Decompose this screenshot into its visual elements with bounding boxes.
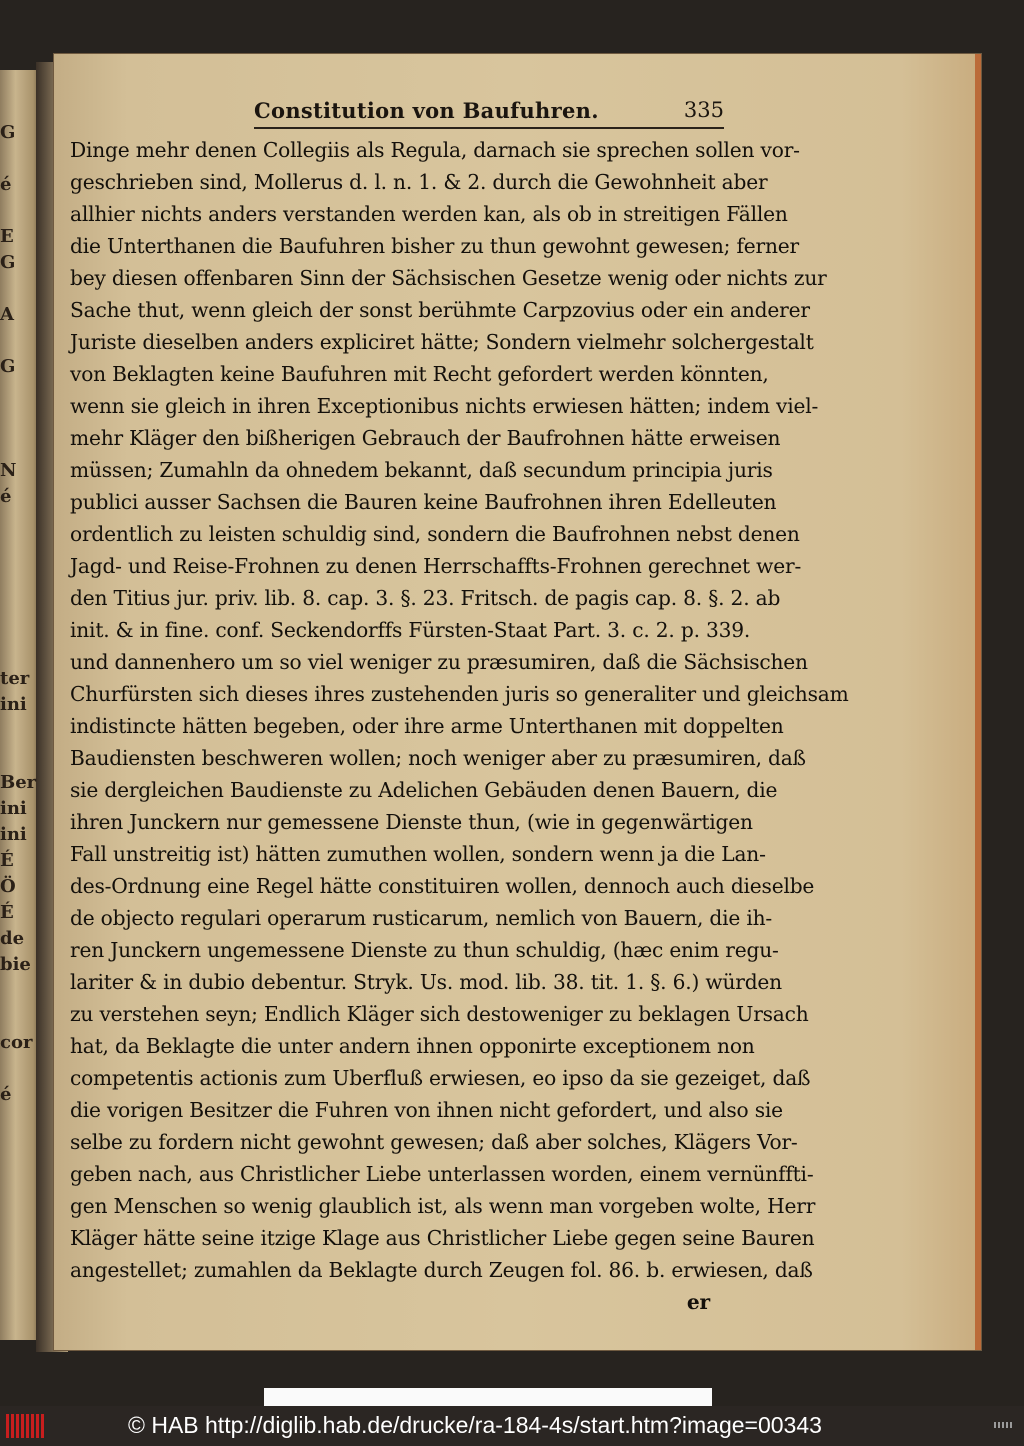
page-title: Constitution von Baufuhren. bbox=[254, 98, 599, 123]
text-line: init. & in fine. conf. Seckendorffs Fürsten-Staat Part. 3. c. 2. p. 339. bbox=[70, 618, 751, 642]
text-line: Churfürsten sich dieses ihres zustehenden juris so generaliter und gleichsam bbox=[70, 682, 849, 706]
text-line: zu verstehen seyn; Endlich Kläger sich destoweniger zu beklagen Ursach bbox=[70, 1002, 809, 1026]
left-page-fragments: G é E G A G N é ter ini Ber ini ini É Ö É de bie cor é bbox=[0, 122, 37, 1105]
text-line: Fall unstreitig ist) hätten zumuthen wollen, sondern wenn ja die Lan- bbox=[70, 842, 766, 866]
text-line: allhier nichts anders verstanden werden kan, als ob in streitigen Fällen bbox=[70, 202, 788, 226]
text-line: des-Ordnung eine Regel hätte constituiren wollen, dennoch auch dieselbe bbox=[70, 874, 815, 898]
text-line: sie dergleichen Baudienste zu Adelichen Gebäuden denen Bauern, die bbox=[70, 778, 778, 802]
text-line: mehr Kläger den bißherigen Gebrauch der Baufrohnen hätte erweisen bbox=[70, 426, 781, 450]
text-line: angestellet; zumahlen da Beklagte durch Zeugen fol. 86. b. erwiesen, daß bbox=[70, 1258, 813, 1282]
text-line: Kläger hätte seine itzige Klage aus Christlicher Liebe gegen seine Bauren bbox=[70, 1226, 815, 1250]
text-line: selbe zu fordern nicht gewohnt gewesen; daß aber solches, Klägers Vor- bbox=[70, 1130, 798, 1154]
text-line: ordentlich zu leisten schuldig sind, sondern die Baufrohnen nebst denen bbox=[70, 522, 800, 546]
text-line: bey diesen offenbaren Sinn der Sächsischen Gesetze wenig oder nichts zur bbox=[70, 266, 827, 290]
text-line: gen Menschen so wenig glaublich ist, als wenn man vorgeben wolte, Herr bbox=[70, 1194, 816, 1218]
text-line: die vorigen Besitzer die Fuhren von ihnen nicht gefordert, und also sie bbox=[70, 1098, 783, 1122]
text-line: ihren Junckern nur gemessene Dienste thun, (wie in gegenwärtigen bbox=[70, 810, 753, 834]
catchword: er bbox=[686, 1290, 710, 1314]
running-header bbox=[254, 96, 724, 128]
text-line: Jagd- und Reise-Frohnen zu denen Herrschaffts-Frohnen gerechnet wer- bbox=[70, 554, 802, 578]
body-text bbox=[70, 134, 849, 1314]
text-line: geben nach, aus Christlicher Liebe unterlassen worden, einem vernünffti- bbox=[70, 1162, 814, 1186]
header-rule bbox=[254, 127, 724, 129]
footer-page-dots bbox=[994, 1422, 1012, 1428]
text-line: müssen; Zumahln da ohnedem bekannt, daß secundum principia juris bbox=[70, 458, 773, 482]
text-line: und dannenhero um so viel weniger zu præsumiren, daß die Sächsischen bbox=[70, 650, 808, 674]
text-line: Juriste dieselben anders expliciret hätte; Sondern vielmehr solchergestalt bbox=[70, 330, 814, 354]
text-line: Dinge mehr denen Collegiis als Regula, darnach sie sprechen sollen vor- bbox=[70, 138, 800, 162]
text-line: Baudiensten beschweren wollen; noch weniger aber zu præsumiren, daß bbox=[70, 746, 806, 770]
text-line: von Beklagten keine Baufuhren mit Recht gefordert werden könnten, bbox=[70, 362, 769, 386]
footer-copyright[interactable]: © HAB http://diglib.hab.de/drucke/ra-184-4s/start.htm?image=00343 bbox=[128, 1412, 822, 1438]
text-line: wenn sie gleich in ihren Exceptionibus nichts erwiesen hätten; indem viel- bbox=[70, 394, 819, 418]
page-number: 335 bbox=[683, 98, 724, 122]
card-content bbox=[264, 1388, 712, 1406]
text-line: Sache thut, wenn gleich der sonst berühmte Carpzovius oder ein anderer bbox=[70, 298, 810, 322]
text-line: hat, da Beklagte die unter andern ihnen opponirte exceptionem non bbox=[70, 1034, 755, 1058]
text-line: competentis actionis zum Uberfluß erwiesen, eo ipso da sie gezeiget, daß bbox=[70, 1066, 811, 1090]
text-line: de objecto regulari operarum rusticarum, nemlich von Bauern, die ih- bbox=[70, 906, 773, 930]
text-line: publici ausser Sachsen die Bauren keine Baufrohnen ihren Edelleuten bbox=[70, 490, 777, 514]
text-line: indistincte hätten begeben, oder ihre arme Unterthanen mit doppelten bbox=[70, 714, 784, 738]
footer-bar bbox=[0, 1406, 1024, 1446]
text-line: die Unterthanen die Baufuhren bisher zu thun gewohnt gewesen; ferner bbox=[70, 234, 799, 258]
text-line: lariter & in dubio debentur. Stryk. Us. mod. lib. 38. tit. 1. §. 6.) würden bbox=[70, 970, 782, 994]
text-line: geschrieben sind, Mollerus d. l. n. 1. & 2. durch die Gewohnheit aber bbox=[70, 170, 768, 194]
footer-logo bbox=[6, 1414, 44, 1438]
text-line: den Titius jur. priv. lib. 8. cap. 3. §. 23. Fritsch. de pagis cap. 8. §. 2. ab bbox=[70, 586, 781, 610]
text-line: ren Junckern ungemessene Dienste zu thun schuldig, (hæc enim regu- bbox=[70, 938, 779, 962]
